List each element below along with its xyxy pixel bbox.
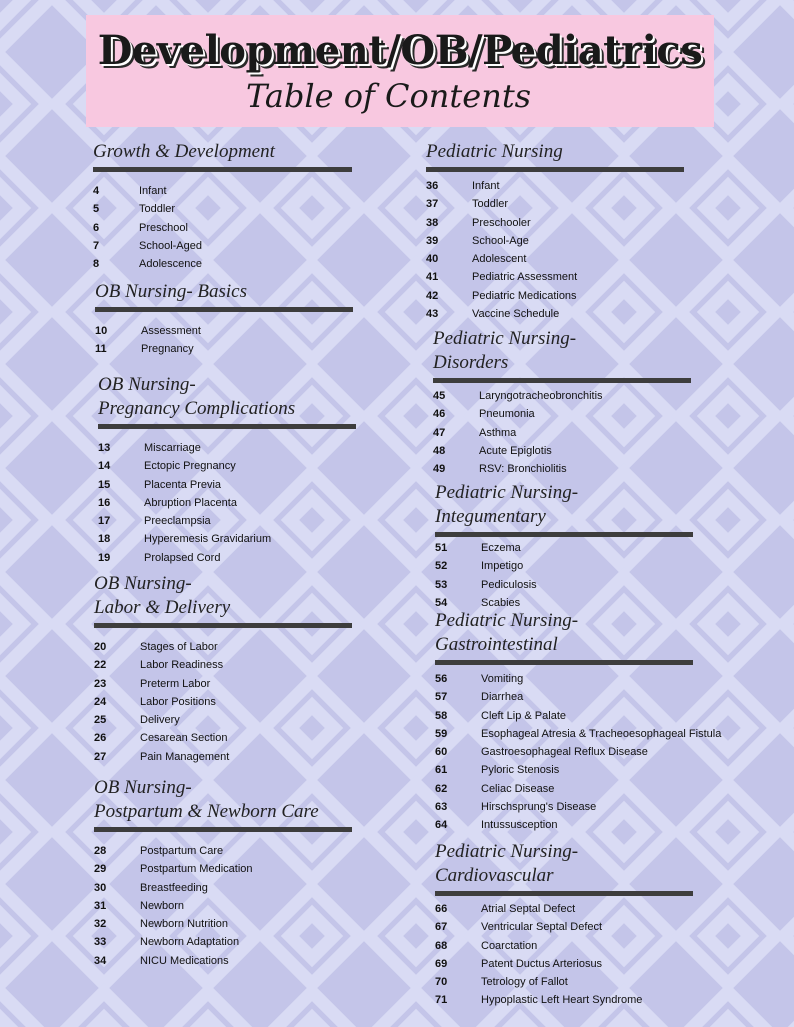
section-heading-line: OB Nursing- xyxy=(98,374,196,395)
toc-entry xyxy=(435,670,721,688)
section-ob-pregnancy-complications xyxy=(98,373,356,567)
entry-label: Stages of Labor xyxy=(140,641,218,653)
toc-entry xyxy=(435,688,721,706)
pattern-diamond xyxy=(394,810,438,854)
entry-label: Impetigo xyxy=(481,560,524,573)
page-number: 36 xyxy=(426,180,439,192)
toc-entry xyxy=(94,675,352,693)
page-number: 30 xyxy=(94,881,107,894)
page-number: 7 xyxy=(93,239,100,252)
pattern-diamond xyxy=(784,888,794,984)
page-number: 64 xyxy=(435,819,448,832)
toc-entry xyxy=(433,387,691,405)
page-number: 8 xyxy=(93,258,100,271)
entry-label: Ventricular Septal Defect xyxy=(481,921,603,934)
item-list xyxy=(426,177,684,323)
pattern-diamond xyxy=(0,810,22,854)
entry-label: Breastfeeding xyxy=(140,881,208,894)
section-divider xyxy=(95,307,353,312)
toc-entry xyxy=(435,955,693,973)
toc-entry xyxy=(93,219,352,237)
page-number: 10 xyxy=(95,325,108,337)
section-heading-line: Pediatric Nursing- xyxy=(435,610,579,631)
entry-label: Eczema xyxy=(481,542,521,554)
toc-entry xyxy=(426,268,684,286)
section-divider xyxy=(98,424,356,429)
entry-label: Pediatric Assessment xyxy=(472,271,578,284)
page-number: 37 xyxy=(426,198,439,211)
pattern-diamond xyxy=(602,1018,646,1027)
entry-label: Placenta Previa xyxy=(144,478,222,491)
entry-label: Intussusception xyxy=(481,819,558,832)
entry-label: NICU Medications xyxy=(140,954,229,967)
pattern-diamond xyxy=(784,784,794,880)
section-ob-postpartum-newborn xyxy=(94,776,352,970)
page-number: 46 xyxy=(433,408,446,421)
page-number: 4 xyxy=(93,185,100,197)
section-pediatric-nursing xyxy=(426,140,684,323)
entry-label: Toddler xyxy=(139,203,176,216)
entry-label: Pyloric Stenosis xyxy=(481,764,560,777)
page-subtitle: Table of Contents xyxy=(246,77,532,115)
page-number: 67 xyxy=(435,921,448,934)
entry-label: Scabies xyxy=(481,596,521,609)
section-divider xyxy=(435,532,693,537)
entry-label: Assessment xyxy=(141,325,201,337)
pattern-diamond xyxy=(0,602,22,646)
entry-label: Esophageal Atresia & Tracheoesophageal Fistula xyxy=(481,727,722,740)
page-number: 17 xyxy=(98,515,111,528)
pattern-diamond xyxy=(680,888,776,984)
section-ob-labor-delivery xyxy=(94,572,352,766)
toc-entry xyxy=(433,442,691,460)
page-number: 66 xyxy=(435,903,448,915)
entry-label: Preschooler xyxy=(472,216,531,229)
entry-label: Preeclampsia xyxy=(144,515,211,528)
item-list xyxy=(435,900,693,1010)
entry-label: Coarctation xyxy=(481,939,538,952)
entry-label: Atrial Septal Defect xyxy=(481,903,576,915)
toc-entry xyxy=(94,860,352,878)
page-number: 38 xyxy=(426,216,439,229)
section-heading-line: Disorders xyxy=(433,352,509,373)
entry-label: Infant xyxy=(472,180,500,192)
pattern-diamond xyxy=(784,368,794,464)
toc-entry xyxy=(94,729,352,747)
toc-entry xyxy=(426,305,684,323)
section-divider xyxy=(426,167,684,172)
entry-label: Postpartum Care xyxy=(140,845,224,857)
entry-label: Postpartum Medication xyxy=(140,863,253,876)
item-list xyxy=(94,842,352,970)
entry-label: Cleft Lip & Palate xyxy=(481,709,566,722)
section-divider xyxy=(94,623,352,628)
item-list xyxy=(94,638,352,766)
item-list xyxy=(435,670,721,835)
pattern-diamond xyxy=(0,498,22,542)
entry-label: Infant xyxy=(139,185,167,197)
page-number: 6 xyxy=(93,221,100,234)
page-number: 42 xyxy=(426,289,439,302)
page-number: 68 xyxy=(435,939,448,952)
entry-label: Preschool xyxy=(139,221,188,234)
page-number: 41 xyxy=(426,271,439,284)
section-pediatric-integumentary xyxy=(435,481,693,612)
entry-label: School-Age xyxy=(472,234,529,247)
entry-label: Pain Management xyxy=(140,750,230,763)
page-number: 27 xyxy=(94,750,107,763)
toc-entry xyxy=(95,340,353,358)
section-heading xyxy=(435,609,721,657)
page-number: 57 xyxy=(435,691,448,704)
section-heading-line: Gastrointestinal xyxy=(435,634,558,655)
page-number: 34 xyxy=(94,954,107,967)
toc-entry xyxy=(426,232,684,250)
section-heading xyxy=(433,327,691,375)
section-heading-line: Pediatric Nursing- xyxy=(433,328,577,349)
page-number: 25 xyxy=(94,714,107,727)
page-number: 29 xyxy=(94,863,107,876)
toc-entry xyxy=(98,494,356,512)
entry-label: Adolescent xyxy=(472,253,527,266)
toc-entry xyxy=(433,405,691,423)
pattern-diamond xyxy=(0,290,22,334)
toc-entry xyxy=(435,539,693,557)
entry-label: Pneumonia xyxy=(479,408,535,421)
pattern-diamond xyxy=(186,1018,230,1027)
page-number: 18 xyxy=(98,533,111,546)
pattern-diamond xyxy=(680,472,776,568)
page-number: 11 xyxy=(95,343,107,356)
toc-entry xyxy=(93,182,352,200)
page-number: 45 xyxy=(433,390,446,402)
page-number: 13 xyxy=(98,442,111,454)
page-number: 62 xyxy=(435,782,448,795)
section-heading-line: Pediatric Nursing- xyxy=(435,841,579,862)
toc-entry xyxy=(94,748,352,766)
entry-label: School-Aged xyxy=(139,239,202,252)
entry-label: Vomiting xyxy=(481,673,524,685)
item-list xyxy=(95,322,353,359)
entry-label: Toddler xyxy=(472,198,509,211)
entry-label: Delivery xyxy=(140,714,180,727)
toc-entry xyxy=(426,195,684,213)
entry-label: Vaccine Schedule xyxy=(472,308,560,321)
entry-label: Celiac Disease xyxy=(481,782,555,795)
section-heading xyxy=(94,776,352,824)
page-number: 48 xyxy=(433,444,446,457)
page-number: 16 xyxy=(98,496,111,509)
pattern-diamond xyxy=(394,706,438,750)
pattern-diamond xyxy=(706,186,750,230)
page-number: 24 xyxy=(94,695,107,708)
toc-entry xyxy=(93,237,352,255)
toc-entry xyxy=(435,973,693,991)
entry-label: Newborn Nutrition xyxy=(140,918,229,931)
toc-entry xyxy=(94,952,352,970)
toc-entry xyxy=(98,439,356,457)
pattern-diamond xyxy=(706,290,750,334)
page-number: 71 xyxy=(435,994,448,1007)
page-number: 26 xyxy=(94,732,107,745)
toc-entry xyxy=(98,457,356,475)
entry-label: Abruption Placenta xyxy=(144,496,237,509)
pattern-diamond xyxy=(680,264,776,360)
toc-entry xyxy=(435,991,693,1009)
section-heading xyxy=(95,280,353,304)
pattern-diamond xyxy=(0,914,22,958)
item-list xyxy=(98,439,356,567)
pattern-diamond xyxy=(706,498,750,542)
page-number: 60 xyxy=(435,746,448,759)
page-number: 59 xyxy=(435,727,448,740)
section-growth-development xyxy=(93,140,352,273)
toc-entry xyxy=(435,937,693,955)
entry-label: Labor Readiness xyxy=(140,659,224,672)
pattern-diamond xyxy=(290,1018,334,1027)
toc-entry xyxy=(435,798,721,816)
toc-entry xyxy=(98,512,356,530)
toc-entry xyxy=(426,287,684,305)
toc-entry xyxy=(426,250,684,268)
toc-entry xyxy=(426,214,684,232)
entry-label: Miscarriage xyxy=(144,442,201,454)
pattern-diamond xyxy=(0,394,22,438)
toc-entry xyxy=(95,322,353,340)
item-list xyxy=(93,182,352,273)
entry-label: Ectopic Pregnancy xyxy=(144,460,236,473)
toc-entry xyxy=(94,638,352,656)
toc-entry xyxy=(435,780,721,798)
toc-entry xyxy=(98,549,356,567)
entry-label: Patent Ductus Arteriosus xyxy=(481,957,603,970)
page-number: 5 xyxy=(93,203,100,216)
section-heading xyxy=(94,572,352,620)
toc-entry xyxy=(93,255,352,273)
page-number: 32 xyxy=(94,918,107,931)
entry-label: Gastroesophageal Reflux Disease xyxy=(481,746,648,759)
pattern-diamond xyxy=(784,56,794,152)
pattern-diamond xyxy=(706,1018,750,1027)
page-number: 47 xyxy=(433,426,446,439)
pattern-diamond xyxy=(784,160,794,256)
page-number: 49 xyxy=(433,463,446,476)
page-number: 52 xyxy=(435,560,448,573)
toc-entry xyxy=(426,177,684,195)
page-number: 15 xyxy=(98,478,111,491)
pattern-diamond xyxy=(0,82,22,126)
section-divider xyxy=(93,167,352,172)
page-number: 70 xyxy=(435,976,448,989)
section-heading-line: Cardiovascular xyxy=(435,865,554,886)
section-heading xyxy=(98,373,356,421)
toc-entry xyxy=(94,656,352,674)
section-divider xyxy=(433,378,691,383)
toc-entry xyxy=(435,725,721,743)
page-number: 20 xyxy=(94,641,107,653)
page-number: 54 xyxy=(435,596,448,609)
toc-entry xyxy=(435,557,693,575)
entry-label: Hyperemesis Gravidarium xyxy=(144,533,272,546)
toc-entry xyxy=(98,476,356,494)
page-number: 28 xyxy=(94,845,107,857)
pattern-diamond xyxy=(784,992,794,1027)
page-number: 56 xyxy=(435,673,448,685)
pattern-diamond xyxy=(82,1018,126,1027)
page-number: 31 xyxy=(94,899,107,912)
section-heading-line: Labor & Delivery xyxy=(94,597,231,618)
section-heading-line: Pediatric Nursing- xyxy=(435,482,579,503)
toc-entry xyxy=(433,424,691,442)
title-banner xyxy=(86,15,714,127)
page-title: Development/OB/Pediatrics xyxy=(97,27,703,74)
page-number: 69 xyxy=(435,957,448,970)
toc-entry xyxy=(94,933,352,951)
page-number: 14 xyxy=(98,460,111,473)
pattern-diamond xyxy=(784,0,794,48)
section-pediatric-disorders xyxy=(433,327,691,478)
entry-label: Hirschsprung's Disease xyxy=(481,801,597,814)
toc-entry xyxy=(435,816,721,834)
page-number: 61 xyxy=(435,764,448,777)
section-heading-line: OB Nursing- xyxy=(94,573,192,594)
section-pediatric-cardiovascular xyxy=(435,840,693,1010)
entry-label: Pediatric Medications xyxy=(472,289,577,302)
page-number: 22 xyxy=(94,659,107,672)
pattern-diamond xyxy=(394,914,438,958)
section-heading-line: Growth & Development xyxy=(93,141,275,162)
pattern-diamond xyxy=(680,368,776,464)
section-heading-line: Pregnancy Complications xyxy=(98,398,296,419)
toc-entry xyxy=(435,900,693,918)
section-heading-line: Integumentary xyxy=(435,506,546,527)
entry-label: Labor Positions xyxy=(140,695,216,708)
section-heading xyxy=(435,481,693,529)
section-heading xyxy=(426,140,684,164)
entry-label: Pediculosis xyxy=(481,578,537,591)
page-number: 43 xyxy=(426,308,439,321)
section-heading-line: OB Nursing- xyxy=(94,777,192,798)
entry-label: Preterm Labor xyxy=(140,677,211,690)
section-heading-line: Postpartum & Newborn Care xyxy=(94,801,319,822)
toc-entry xyxy=(94,693,352,711)
pattern-diamond xyxy=(706,394,750,438)
entry-label: Acute Epiglotis xyxy=(479,444,552,457)
pattern-diamond xyxy=(680,160,776,256)
entry-label: Cesarean Section xyxy=(140,732,228,745)
section-divider xyxy=(435,660,693,665)
page-number: 51 xyxy=(435,542,448,554)
pattern-diamond xyxy=(706,914,750,958)
entry-label: RSV: Bronchiolitis xyxy=(479,463,567,476)
page-number: 63 xyxy=(435,801,448,814)
toc-entry xyxy=(94,915,352,933)
toc-entry xyxy=(435,761,721,779)
pattern-diamond xyxy=(394,1018,438,1027)
page-number: 33 xyxy=(94,936,107,949)
section-heading-line: Pediatric Nursing xyxy=(426,141,563,162)
entry-label: Newborn xyxy=(140,899,185,912)
toc-entry xyxy=(94,897,352,915)
pattern-diamond xyxy=(784,680,794,776)
section-heading xyxy=(93,140,352,164)
toc-entry xyxy=(94,842,352,860)
section-divider xyxy=(435,891,693,896)
page-number: 53 xyxy=(435,578,448,591)
toc-entry xyxy=(98,530,356,548)
toc-entry xyxy=(94,879,352,897)
pattern-diamond xyxy=(0,186,22,230)
entry-label: Adolescence xyxy=(139,258,202,271)
section-ob-basics xyxy=(95,280,353,359)
pattern-diamond xyxy=(0,0,22,22)
entry-label: Newborn Adaptation xyxy=(140,936,240,949)
toc-entry xyxy=(433,460,691,478)
toc-entry xyxy=(435,576,693,594)
toc-entry xyxy=(435,918,693,936)
toc-entry xyxy=(435,707,721,725)
page-number: 19 xyxy=(98,551,111,564)
pattern-diamond xyxy=(394,602,438,646)
section-heading-line: OB Nursing- Basics xyxy=(95,281,247,302)
pattern-diamond xyxy=(784,264,794,360)
page-number: 39 xyxy=(426,234,439,247)
page-number: 40 xyxy=(426,253,439,266)
page-number: 23 xyxy=(94,677,107,690)
toc-entry xyxy=(94,711,352,729)
page-number: 58 xyxy=(435,709,448,722)
pattern-diamond xyxy=(498,1018,542,1027)
pattern-diamond xyxy=(394,394,438,438)
toc-entry xyxy=(93,200,352,218)
entry-label: Prolapsed Cord xyxy=(144,551,221,564)
entry-label: Hypoplastic Left Heart Syndrome xyxy=(481,994,643,1007)
section-divider xyxy=(94,827,352,832)
section-heading xyxy=(435,840,693,888)
item-list xyxy=(433,387,691,478)
pattern-diamond xyxy=(0,706,22,750)
toc-entry xyxy=(435,743,721,761)
pattern-diamond xyxy=(784,472,794,568)
pattern-diamond xyxy=(784,576,794,672)
section-pediatric-gastrointestinal xyxy=(435,609,721,835)
entry-label: Asthma xyxy=(479,426,517,439)
entry-label: Pregnancy xyxy=(141,343,194,356)
entry-label: Tetrology of Fallot xyxy=(481,976,568,989)
entry-label: Laryngotracheobronchitis xyxy=(479,390,603,402)
entry-label: Diarrhea xyxy=(481,691,524,704)
pattern-diamond xyxy=(394,498,438,542)
item-list xyxy=(435,539,693,612)
